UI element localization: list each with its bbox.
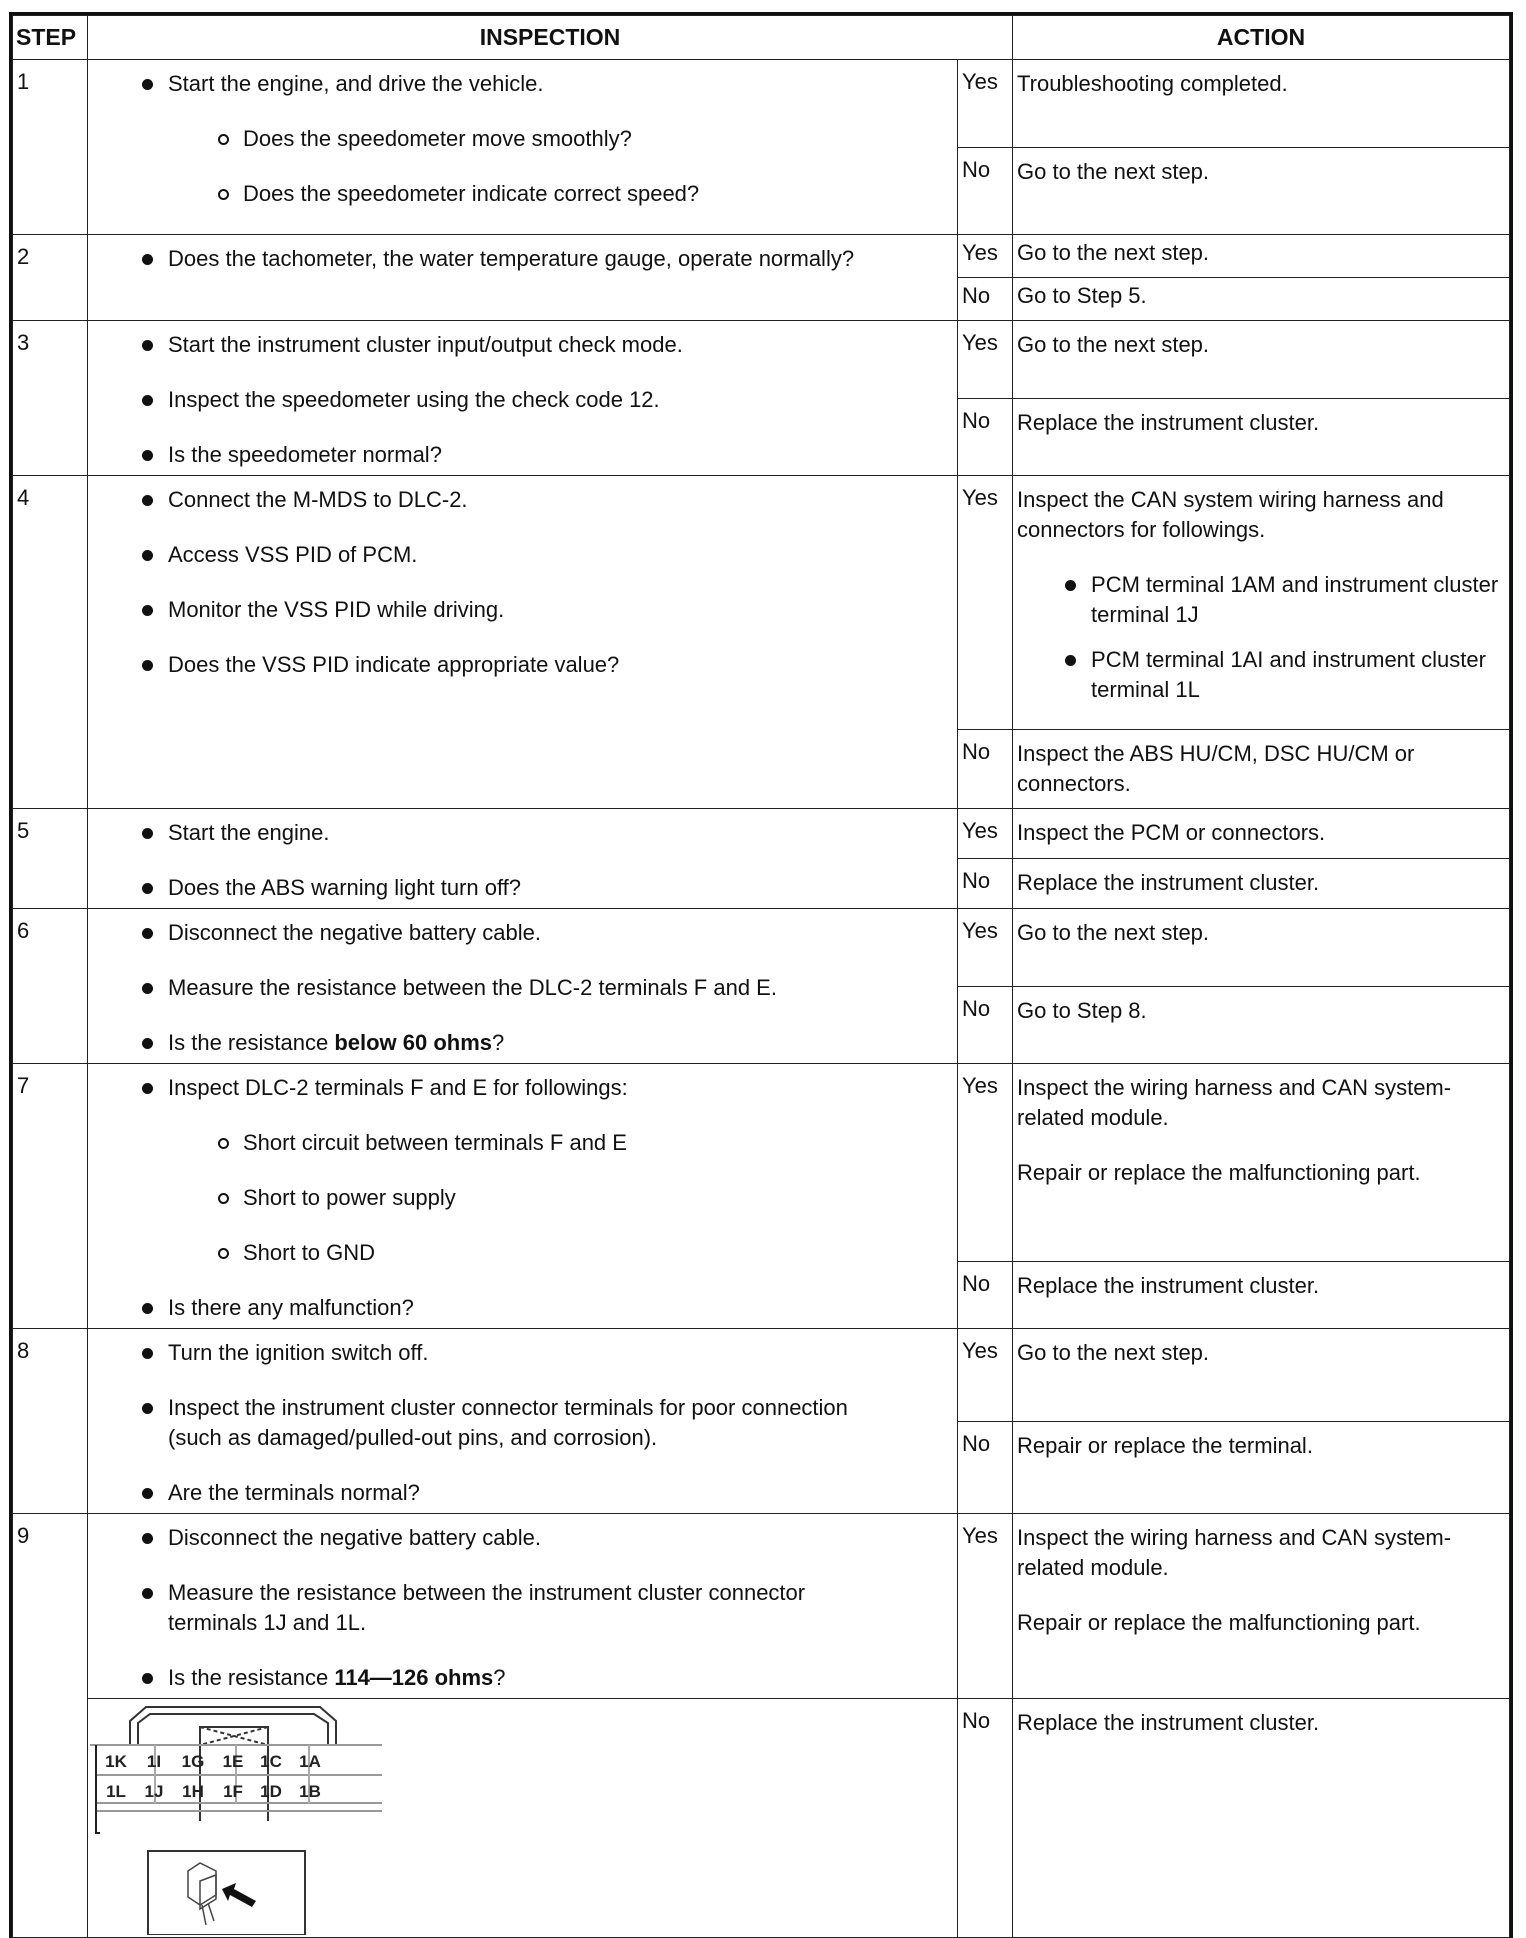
step-number: 3	[13, 321, 88, 476]
table-row	[13, 1329, 1510, 1422]
step-number: 7	[13, 1064, 88, 1329]
step-number: 1	[13, 60, 88, 235]
terminal-label: 1A	[299, 1752, 321, 1771]
yes-action: Inspect the wiring harness and CAN system-related module.	[1017, 1075, 1452, 1130]
terminal-label: 1K	[105, 1752, 127, 1771]
no-action: Go to the next step.	[1013, 147, 1510, 235]
inspection-cell	[88, 909, 958, 1064]
connector-diagram	[88, 1699, 388, 1935]
yes-label: Yes	[958, 476, 1013, 730]
no-label: No	[958, 398, 1013, 476]
sub-bullet-item: Short to power supply	[88, 1183, 957, 1213]
no-label: No	[958, 1421, 1013, 1514]
terminal-label: 1J	[144, 1782, 164, 1801]
step-number: 9	[13, 1514, 88, 1938]
bullet-item: Start the engine, and drive the vehicle.	[88, 69, 957, 99]
table-row	[13, 809, 1510, 859]
bullet-item: Connect the M-MDS to DLC-2.	[88, 485, 957, 515]
table-row	[13, 476, 1510, 730]
yes-action: Go to the next step.	[1013, 909, 1510, 987]
inspection-cell	[88, 321, 958, 476]
terminal-label: 1L	[106, 1782, 126, 1801]
sub-bullet-item: Short circuit between terminals F and E	[88, 1128, 957, 1158]
yes-label: Yes	[958, 909, 1013, 987]
bullet-item: Monitor the VSS PID while driving.	[88, 595, 957, 625]
bullet-item: Start the engine.	[88, 818, 957, 848]
bullet-item: Does the VSS PID indicate appropriate value?	[88, 650, 957, 680]
no-label: No	[958, 1261, 1013, 1328]
yes-action: Go to the next step.	[1013, 1329, 1510, 1422]
no-label: No	[958, 986, 1013, 1064]
bullet-item: Turn the ignition switch off.	[88, 1338, 957, 1368]
inspection-cell	[88, 235, 958, 321]
inspection-cell	[88, 1329, 958, 1514]
sub-bullet-item: Does the speedometer indicate correct speed?	[88, 179, 957, 209]
no-action: Go to Step 5.	[1013, 278, 1510, 321]
yes-label: Yes	[958, 809, 1013, 859]
bullet-item: Inspect DLC-2 terminals F and E for followings:	[88, 1073, 957, 1103]
terminal-label: 1E	[222, 1752, 244, 1771]
bullet-item: Start the instrument cluster input/output check mode.	[88, 330, 957, 360]
bullet-item: Measure the resistance between the instrument cluster connector terminals 1J and 1L.	[88, 1578, 957, 1638]
no-label: No	[958, 147, 1013, 235]
terminal-label: 1I	[146, 1752, 162, 1771]
table-row	[13, 60, 1510, 148]
terminal-label: 1B	[299, 1782, 321, 1801]
yes-action: Troubleshooting completed.	[1013, 60, 1510, 148]
no-action: Inspect the ABS HU/CM, DSC HU/CM or connectors.	[1013, 730, 1510, 809]
terminal-label: 1C	[260, 1752, 282, 1771]
bullet-item: Is the speedometer normal?	[88, 440, 957, 470]
yes-action: Inspect the CAN system wiring harness and connectors for followings.	[1017, 487, 1444, 542]
header-step: STEP	[13, 16, 88, 60]
bullet-item: Inspect the speedometer using the check code 12.	[88, 385, 957, 415]
yes-action-cell	[1013, 476, 1510, 730]
step-number: 2	[13, 235, 88, 321]
yes-action-cell	[1013, 1064, 1510, 1262]
bullet-item: Disconnect the negative battery cable.	[88, 918, 957, 948]
table-row	[13, 1514, 1510, 1699]
yes-action-cell	[1013, 1514, 1510, 1699]
yes-action: Inspect the PCM or connectors.	[1013, 809, 1510, 859]
table-row	[13, 321, 1510, 399]
no-label: No	[958, 1699, 1013, 1938]
yes-label: Yes	[958, 321, 1013, 399]
no-action: Replace the instrument cluster.	[1013, 859, 1510, 909]
yes-action: Inspect the wiring harness and CAN system-related module.	[1017, 1525, 1452, 1580]
yes-label: Yes	[958, 235, 1013, 278]
troubleshooting-table	[12, 15, 1510, 1938]
inspection-cell	[88, 476, 958, 809]
no-label: No	[958, 730, 1013, 809]
yes-action: Go to the next step.	[1013, 321, 1510, 399]
sub-bullet-item: Short to GND	[88, 1238, 957, 1268]
terminal-label: 1F	[223, 1782, 243, 1801]
inspection-cell	[88, 1514, 958, 1699]
yes-label: Yes	[958, 1514, 1013, 1699]
step-number: 6	[13, 909, 88, 1064]
bullet-item: Is the resistance 114—126 ohms?	[88, 1663, 957, 1693]
yes-label: Yes	[958, 1329, 1013, 1422]
inspection-cell	[88, 1064, 958, 1329]
no-action: Go to Step 8.	[1013, 986, 1510, 1064]
step-number: 8	[13, 1329, 88, 1514]
yes-label: Yes	[958, 60, 1013, 148]
no-label: No	[958, 278, 1013, 321]
inspection-cell	[88, 60, 958, 235]
no-action: Repair or replace the terminal.	[1013, 1421, 1510, 1514]
bullet-item: Is there any malfunction?	[88, 1293, 957, 1323]
no-action: Replace the instrument cluster.	[1013, 1261, 1510, 1328]
sub-bullet-item: Does the speedometer move smoothly?	[88, 124, 957, 154]
bullet-item: Are the terminals normal?	[88, 1478, 957, 1508]
table-row	[13, 909, 1510, 987]
bullet-item: PCM terminal 1AM and instrument cluster terminal 1J	[1017, 570, 1505, 630]
yes-action-2: Repair or replace the malfunctioning part.	[1017, 1610, 1421, 1635]
table-row	[13, 1064, 1510, 1262]
terminal-label: 1D	[260, 1782, 282, 1801]
no-label: No	[958, 859, 1013, 909]
yes-label: Yes	[958, 1064, 1013, 1262]
bullet-item: Inspect the instrument cluster connector terminals for poor connection (such as damaged/pulled-out pins, and corrosion).	[88, 1393, 957, 1453]
bullet-item: Is the resistance below 60 ohms?	[88, 1028, 957, 1058]
bullet-item: PCM terminal 1AI and instrument cluster terminal 1L	[1017, 645, 1505, 705]
header-action: ACTION	[1013, 16, 1510, 60]
yes-action: Go to the next step.	[1013, 235, 1510, 278]
terminal-label: 1G	[181, 1752, 205, 1771]
terminal-label: 1H	[182, 1782, 204, 1801]
yes-action-2: Repair or replace the malfunctioning part.	[1017, 1160, 1421, 1185]
header-inspection: INSPECTION	[88, 16, 1013, 60]
bullet-item: Disconnect the negative battery cable.	[88, 1523, 957, 1553]
step-number: 5	[13, 809, 88, 909]
connector-diagram-cell	[88, 1699, 958, 1938]
bullet-item: Does the ABS warning light turn off?	[88, 873, 957, 903]
header-row	[13, 16, 1510, 60]
bullet-item: Measure the resistance between the DLC-2 terminals F and E.	[88, 973, 957, 1003]
connector-icon	[148, 1851, 305, 1935]
step-number: 4	[13, 476, 88, 809]
no-action: Replace the instrument cluster.	[1013, 398, 1510, 476]
table-row	[13, 235, 1510, 278]
bullet-item: Does the tachometer, the water temperature gauge, operate normally?	[88, 244, 957, 274]
bullet-item: Access VSS PID of PCM.	[88, 540, 957, 570]
no-action: Replace the instrument cluster.	[1013, 1699, 1510, 1938]
inspection-cell	[88, 809, 958, 909]
